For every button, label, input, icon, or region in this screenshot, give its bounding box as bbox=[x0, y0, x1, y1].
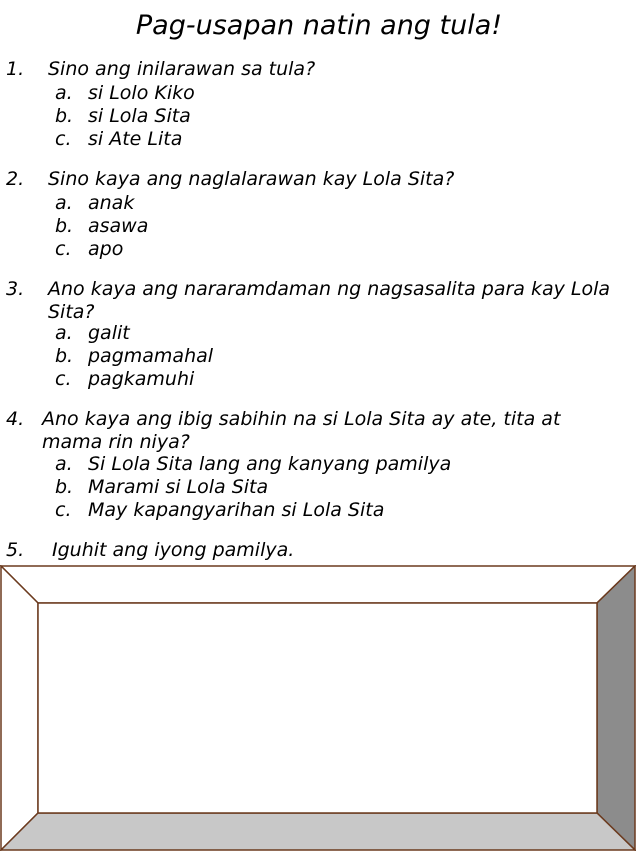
option-text: galit bbox=[88, 322, 130, 344]
frame-bevel-top bbox=[1, 566, 635, 603]
question-number: 4. bbox=[6, 408, 25, 430]
option-text: si Lola Sita bbox=[88, 105, 191, 127]
option-letter: c. bbox=[55, 368, 72, 390]
option-letter: c. bbox=[55, 128, 72, 150]
option-letter: c. bbox=[55, 499, 72, 521]
option-letter: b. bbox=[55, 476, 74, 498]
option-text: pagkamuhi bbox=[88, 368, 195, 390]
option-text: apo bbox=[88, 238, 124, 260]
option-text: Si Lola Sita lang ang kanyang pamilya bbox=[88, 453, 452, 475]
option-text: pagmamahal bbox=[88, 345, 214, 367]
option-letter: a. bbox=[55, 192, 73, 214]
option-text: May kapangyarihan si Lola Sita bbox=[88, 499, 385, 521]
question-number: 3. bbox=[6, 278, 25, 300]
drawing-frame[interactable] bbox=[0, 565, 636, 851]
frame-bevel-right bbox=[597, 566, 635, 850]
frame-drawing-area bbox=[38, 603, 597, 813]
question-text: Iguhit ang iyong pamilya. bbox=[52, 539, 295, 561]
question-number: 5. bbox=[6, 539, 25, 561]
question-text: Ano kaya ang ibig sabihin na si Lola Sita ay ate, tita at mama rin niya? bbox=[42, 408, 561, 453]
option-letter: b. bbox=[55, 345, 74, 367]
option-text: si Ate Lita bbox=[88, 128, 183, 150]
option-text: Marami si Lola Sita bbox=[88, 476, 269, 498]
question-text: Ano kaya ang nararamdaman ng nagsasalita para kay Lola Sita? bbox=[48, 278, 611, 323]
option-letter: a. bbox=[55, 453, 73, 475]
option-text: asawa bbox=[88, 215, 149, 237]
question-text: Sino ang inilarawan sa tula? bbox=[48, 58, 316, 80]
option-letter: c. bbox=[55, 238, 72, 260]
option-text: si Lolo Kiko bbox=[88, 82, 195, 104]
question-text: Sino kaya ang naglalarawan kay Lola Sita? bbox=[48, 168, 455, 190]
option-text: anak bbox=[88, 192, 135, 214]
option-letter: a. bbox=[55, 82, 73, 104]
frame-bevel-left bbox=[1, 566, 38, 850]
option-letter: a. bbox=[55, 322, 73, 344]
question-number: 2. bbox=[6, 168, 25, 190]
page-title: Pag-usapan natin ang tula! bbox=[135, 10, 503, 41]
frame-bevel-bottom bbox=[1, 813, 635, 850]
option-letter: b. bbox=[55, 105, 74, 127]
option-letter: b. bbox=[55, 215, 74, 237]
question-number: 1. bbox=[6, 58, 25, 80]
